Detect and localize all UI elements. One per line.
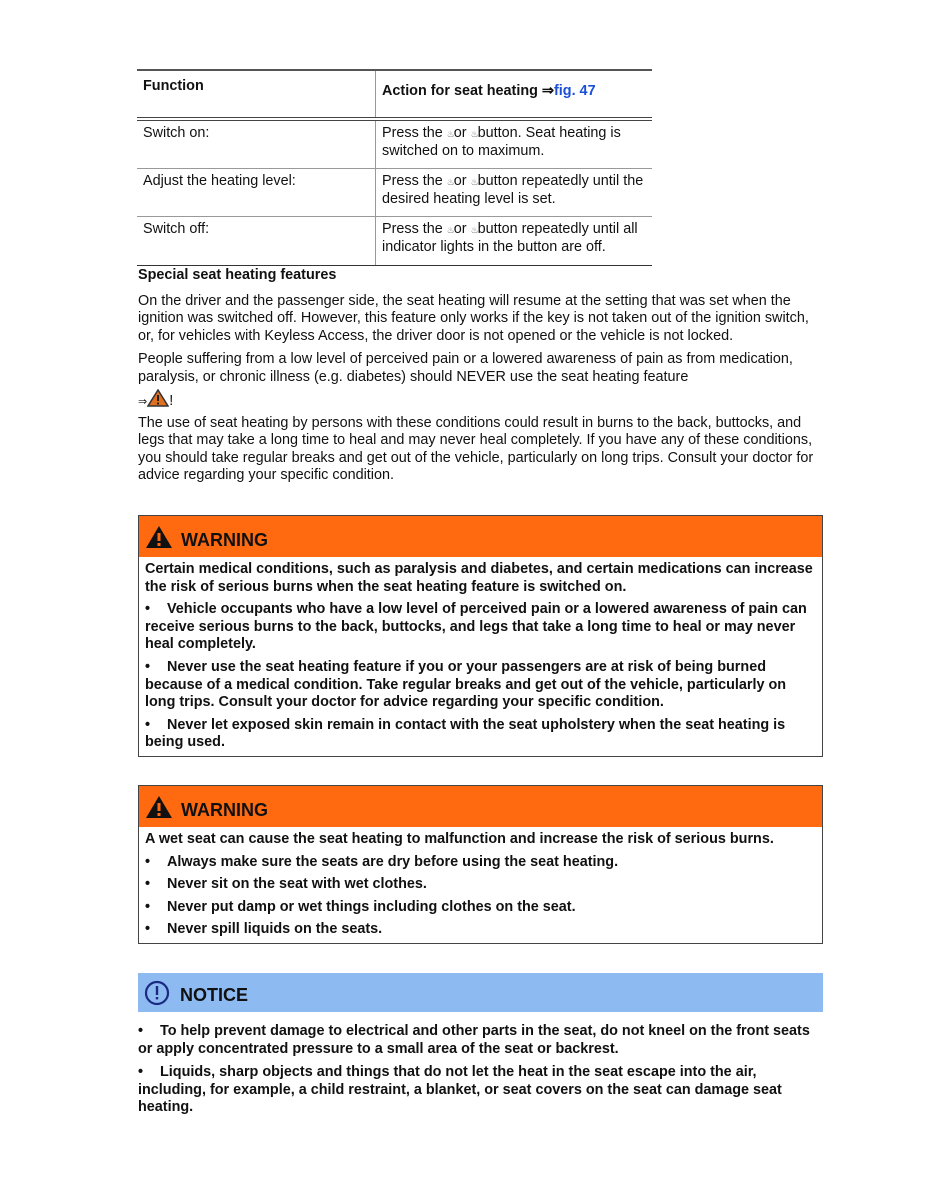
seat-heat-left-icon: ♨ [446,177,455,188]
seat-heating-table [137,69,652,266]
warning-body [139,827,822,943]
warning-bullet: • Never put damp or wet things including clothes on the seat. [145,898,576,915]
action-text: button repeatedly until all indicator lights in the button are off. [382,221,638,255]
warning-reference[interactable] [138,389,826,409]
notice-header [138,973,823,1012]
warning-bullet: • Never let exposed skin remain in contact with the seat upholstery when the seat heating is being used. [145,716,786,751]
warning-box-wet-seat [138,785,823,944]
header-function: Function [137,70,376,119]
fig-47-link[interactable]: fig. 47 [553,83,596,99]
warning-title: WARNING [181,799,268,820]
special-features-section [138,267,826,491]
warning-intro: A wet seat can cause the seat heating to malfunction and increase the risk of serious burns. [145,831,774,847]
warning-bullet: • Never use the seat heating feature if you or your passengers are at risk of being burned because of a medical condition. Take regular breaks and get out of the vehicle, particularly on long trips. Consult your doctor for advice regarding your specific condition. [145,658,787,711]
warning-header [139,516,822,557]
seat-heat-right-icon: ♨ [470,129,479,139]
action-text: Press the [382,125,447,141]
bullet-text: Never let exposed skin remain in contact with the seat upholstery when the seat heating is being used. [145,716,786,751]
action-cell [376,217,653,265]
seat-heat-right-icon: ♨ [470,177,479,188]
notice-bullet: • Liquids, sharp objects and things that do not let the heat in the seat escape into the air, including, for example, a child restraint, a blanket, or seat covers on the seat can damage seat heating. [138,1064,782,1116]
bullet-text: Liquids, sharp objects and things that do not let the heat in the seat escape into the air, including, for example, a child restraint, a blanket, or seat covers on the seat can damage seat heating. [138,1064,782,1116]
function-cell: Switch on: [137,119,376,169]
bullet-text: Never spill liquids on the seats. [167,921,383,938]
notice-body [138,1023,826,1117]
bullet-text: To help prevent damage to electrical and other parts in the seat, do not kneel on the front seats or apply concentrated pressure to a small area of the seat or backrest. [138,1023,810,1057]
action-text: Press the [382,173,447,190]
notice-bullet: • To help prevent damage to electrical and other parts in the seat, do not kneel on the front seats or apply concentrated pressure to a small area of the seat or backrest. [138,1023,810,1057]
action-cell [376,119,653,169]
section-heading: Special seat heating features [138,267,337,283]
function-cell: Adjust the heating level: [137,169,376,217]
warning-header [139,786,822,827]
action-text: button. Seat heating is switched on to maximum. [382,125,621,159]
warning-bullet: • Never spill liquids on the seats. [145,921,383,938]
seat-heat-left-icon: ♨ [446,225,455,236]
seat-heat-left-icon: ♨ [446,129,455,139]
table-header [137,70,652,119]
action-text: or [453,221,471,238]
warning-bullet: • Never sit on the seat with wet clothes. [145,876,427,893]
bullet-text: Vehicle occupants who have a low level of perceived pain or a lowered awareness of pain can receive serious burns to the back, buttocks, and legs that take a long time to heal or may never heal completely. [145,601,807,653]
warning-triangle-icon [145,795,173,819]
notice-exclamation-circle-icon [144,980,170,1006]
bullet-text: Never put damp or wet things including clothes on the seat. [167,898,576,915]
header-action [376,70,653,119]
warning-triangle-icon [145,525,173,549]
table-row [137,217,652,265]
action-text: Press the [382,221,447,238]
table-row [137,169,652,217]
warning-box-medical [138,515,823,757]
bullet-text: Never use the seat heating feature if you or your passengers are at risk of being burned because of a medical condition. Take regular breaks and get out of the vehicle, particularly on long trips. Consult your doctor for advice regarding your specific condition. [145,658,787,711]
action-text: or [453,173,471,190]
arrow: ⇒ [138,395,148,408]
action-text: button repeatedly until the desired heating level is set. [382,173,644,207]
action-text: or [453,125,471,141]
paragraph: People suffering from a low level of perceived pain or a lowered awareness of pain as from medication, paralysis, or chronic illness (e.g. diabetes) should NEVER use the seat heating feature [138,351,793,385]
header-action-label: Action for seat heating ⇒ [382,83,554,99]
paragraph: The use of seat heating by persons with these conditions could result in burns to the back, buttocks, and legs that may take a long time to heal and may never heal completely. If you have any of these conditions, you should take regular breaks and get out of the vehicle, particularly on long trips. Consult your doctor for advice regarding your specific condition. [138,414,814,484]
paragraph: On the driver and the passenger side, the seat heating will resume at the setting that was set when the ignition was switched off. However, this feature only works if the key is not taken out of the ignition switch, or, for vehicles with Keyless Access, the driver door is not opened or the vehicle is not locked. [138,292,809,344]
bullet-text: Never sit on the seat with wet clothes. [167,876,427,893]
action-cell [376,169,653,217]
exclamation: ! [169,392,174,409]
seat-heat-right-icon: ♨ [470,225,479,236]
bullet-text: Always make sure the seats are dry before using the seat heating. [167,853,619,870]
warning-intro: Certain medical conditions, such as paralysis and diabetes, and certain medications can increase the risk of serious burns when the seat heating feature is switched on. [145,561,813,595]
warning-triangle-icon [147,389,169,407]
warning-bullet: • Always make sure the seats are dry before using the seat heating. [145,853,619,870]
table-row [137,119,652,169]
warning-bullet: • Vehicle occupants who have a low level of perceived pain or a lowered awareness of pain can receive serious burns to the back, buttocks, and legs that take a long time to heal or may never heal completely. [145,601,807,653]
notice-title: NOTICE [180,984,249,1005]
warning-title: WARNING [181,529,268,550]
warning-body [139,557,822,756]
function-cell: Switch off: [137,217,376,265]
